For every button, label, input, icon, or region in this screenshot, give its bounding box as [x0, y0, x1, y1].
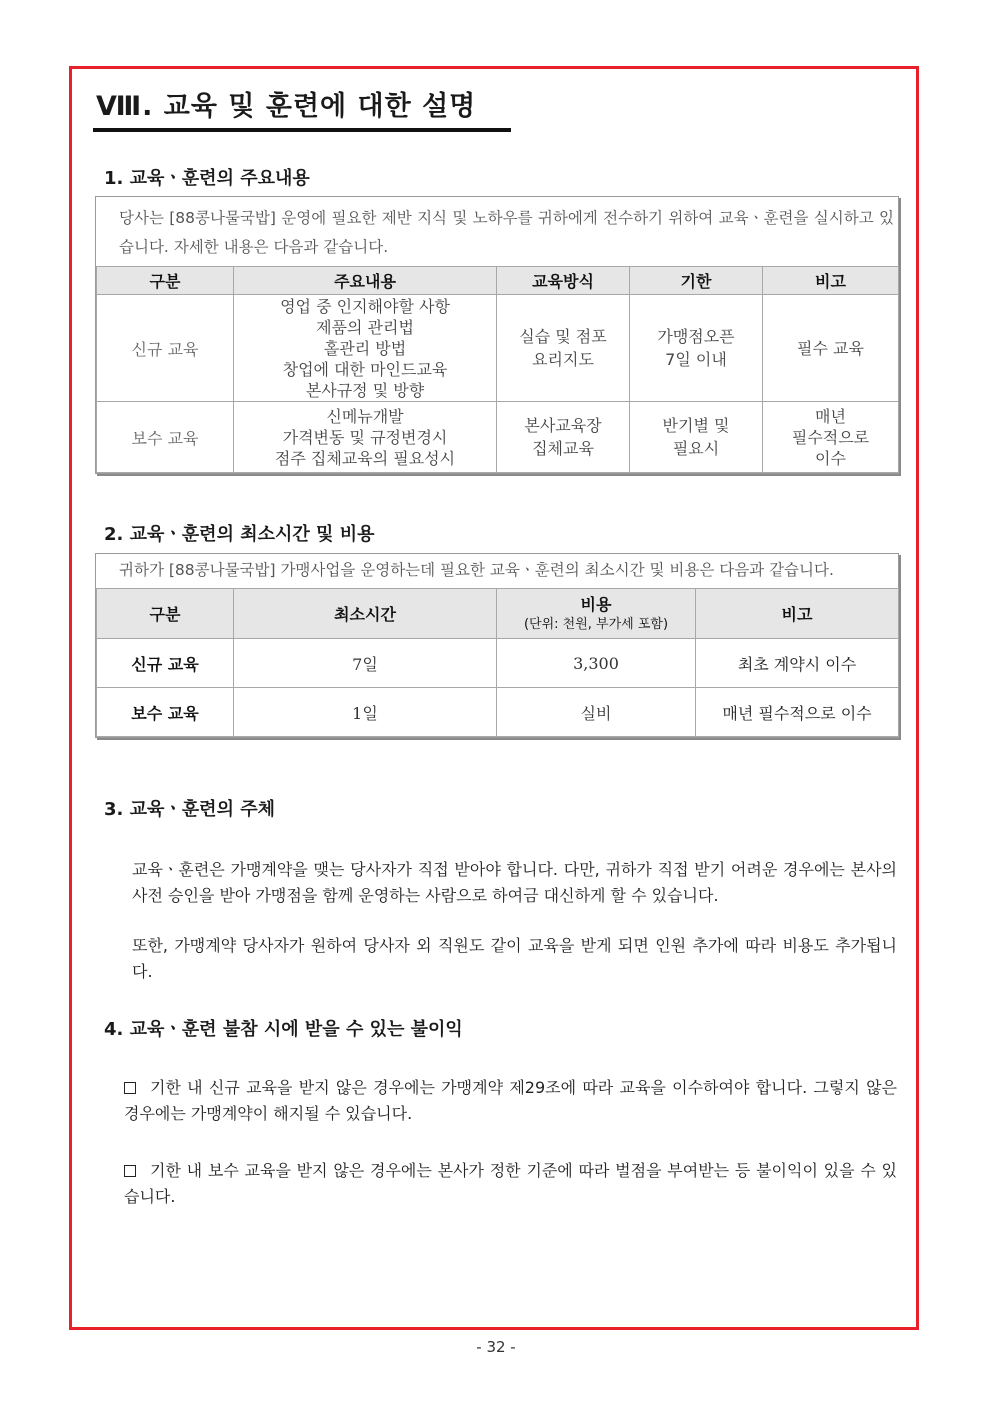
section1-title: 1. 교육ㆍ훈련의 주요내용 — [104, 168, 310, 189]
page-number: - 32 - — [476, 1338, 516, 1356]
content-line: 홀관리 방법 — [323, 338, 407, 358]
section4-title: 4. 교육ㆍ훈련 불참 시에 받을 수 있는 불이익 — [104, 1019, 463, 1040]
table-header-row — [97, 267, 899, 295]
section2-title: 2. 교육ㆍ훈련의 최소시간 및 비용 — [104, 524, 375, 545]
content-line: 가격변동 및 규정변경시 — [282, 427, 448, 447]
header-category: 구분 — [97, 589, 234, 639]
header-category: 구분 — [97, 267, 234, 295]
section3-paragraph-2: 또한, 가맹계약 당사자가 원하여 당사자 외 직원도 같이 교육을 받게 되면 인원 추가에 따라 비용도 추가됩니다. — [132, 936, 897, 981]
header-note: 비고 — [763, 267, 899, 295]
section2-box — [95, 553, 899, 738]
row-min-time: 7일 — [234, 639, 497, 688]
row-note: 매년 필수적으로 이수 — [696, 688, 899, 737]
table-header-row — [97, 589, 899, 639]
header-note: 비고 — [696, 589, 899, 639]
header-cost: 비용 (단위: 천원, 부가세 포함) — [497, 589, 696, 639]
row-category: 신규 교육 — [97, 295, 234, 402]
chapter-title-underline — [93, 128, 511, 132]
content-line: 창업에 대한 마인드교육 — [282, 359, 448, 379]
checkbox-square-icon — [124, 1082, 136, 1094]
table-row — [97, 639, 899, 688]
section3-title: 3. 교육ㆍ훈련의 주체 — [104, 799, 275, 820]
min-time-cost-table — [96, 588, 899, 737]
row-method: 실습 및 점포 요리지도 — [497, 295, 630, 402]
row-note: 필수 교육 — [763, 295, 899, 402]
header-min-time: 최소시간 — [234, 589, 497, 639]
row-contents — [234, 402, 497, 473]
row-min-time: 1일 — [234, 688, 497, 737]
row-category: 신규 교육 — [97, 639, 234, 688]
penalty-item-text: 기한 내 신규 교육을 받지 않은 경우에는 가맹계약 제29조에 따라 교육을 이수하여야 합니다. 그렇지 않은 경우에는 가맹계약이 해지될 수 있습니다. — [124, 1078, 897, 1123]
checkbox-square-icon — [124, 1165, 136, 1177]
header-method: 교육방식 — [497, 267, 630, 295]
penalty-item — [124, 1075, 897, 1127]
training-content-table — [96, 266, 899, 473]
penalty-item-text: 기한 내 보수 교육을 받지 않은 경우에는 본사가 정한 기준에 따라 벌점을 부여받는 등 불이익이 있을 수 있습니다. — [124, 1161, 897, 1206]
chapter-title: Ⅷ. 교육 및 훈련에 대한 설명 — [96, 91, 477, 122]
penalty-item — [124, 1158, 897, 1210]
row-method: 본사교육장 집체교육 — [497, 402, 630, 473]
row-period: 반기별 및 필요시 — [630, 402, 763, 473]
table-row — [97, 402, 899, 473]
row-category: 보수 교육 — [97, 402, 234, 473]
row-period: 가맹점오픈 7일 이내 — [630, 295, 763, 402]
content-line: 영업 중 인지해야할 사항 — [280, 296, 450, 316]
row-note: 매년 필수적으로 이수 — [763, 402, 899, 473]
content-line: 신메뉴개발 — [326, 406, 404, 426]
section2-intro: 귀하가 [88콩나물국밥] 가맹사업을 운영하는데 필요한 교육ㆍ훈련의 최소시간 및 비용은 다음과 같습니다. — [119, 561, 834, 579]
row-category: 보수 교육 — [97, 688, 234, 737]
content-line: 본사규정 및 방향 — [305, 380, 425, 400]
row-contents — [234, 295, 497, 402]
section1-box — [95, 196, 899, 474]
content-line: 제품의 관리법 — [316, 317, 414, 337]
section1-intro: 당사는 [88콩나물국밥] 운영에 필요한 제반 지식 및 노하우를 귀하에게 전수하기 위하여 교육ㆍ훈련을 실시하고 있습니다. 자세한 내용은 다음과 같습니다. — [119, 209, 894, 256]
cost-unit-note: (단위: 천원, 부가세 포함) — [523, 617, 669, 632]
section3-paragraph-1: 교육ㆍ훈련은 가맹계약을 맺는 당사자가 직접 받아야 합니다. 다만, 귀하가 직접 받기 어려운 경우에는 본사의 사전 승인을 받아 가맹점을 함께 운영하는 사람으로 하여금 대신하게 할 수 있습니다. — [132, 860, 897, 905]
table-row — [97, 688, 899, 737]
row-note: 최초 계약시 이수 — [696, 639, 899, 688]
header-contents: 주요내용 — [234, 267, 497, 295]
row-cost: 실비 — [497, 688, 696, 737]
row-cost: 3,300 — [497, 639, 696, 688]
content-line: 점주 집체교육의 필요성시 — [274, 448, 456, 468]
header-period: 기한 — [630, 267, 763, 295]
table-row — [97, 295, 899, 402]
